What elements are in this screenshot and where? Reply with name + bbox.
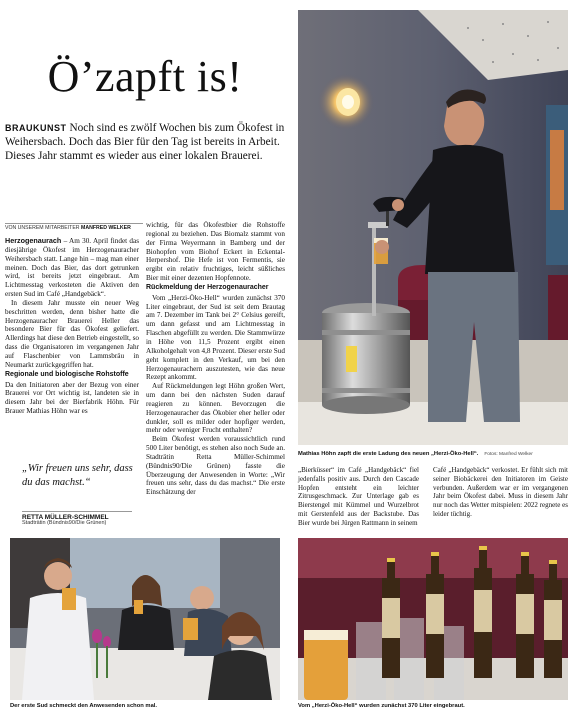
subheading-rueckmeldung: Rückmeldung der Herzogenauracher	[146, 283, 269, 291]
photo-bottles	[298, 538, 568, 700]
column-2	[146, 221, 285, 497]
col2-p3: Auf Rückmeldungen legt Höhn großen Wert, um dann bei den nächsten Suden darauf reagieren zu können. Bevorzugen die Herzogenauracher das Ökobier eher heller oder dunkler, soll es milder oder hopfiger werden, mehr oder weniger Frucht enthalten?	[146, 382, 285, 435]
headline: Ö’zapft is!	[47, 52, 243, 101]
col3-p1: Beim Ökofest werden voraussichtlich rund 500 Liter benötigt, es stehen also noch Sude an. Stadträtin Retta Müller-Schimmel (Bündnis90/Die Grünen) fasste die Überzeugung der Anwesenden in Worte: „Wir freuen uns sehr, dass du das machst.“ Die erste Einschätzung der	[146, 435, 285, 497]
photo-group-svg	[10, 538, 280, 700]
column-1	[5, 237, 139, 416]
column-4: „Bierküsser“ im Café „Handgebäck“ fiel jedenfalls positiv aus. Durch den Cascade Hopfen entsteht ein leichter Zitrusgeschmack. Zur Unterlage gab es Bierstengel mit Kümmel und Wurzelbrot mit Gerstenfeld aus der Backstube. Das Bier wurde bei Jürgen Rattmann in seinem	[298, 466, 419, 527]
photo-brewer-svg	[298, 10, 568, 445]
col2-p2: Vom „Herzi-Öko-Hell“ wurden zunächst 370 Liter eingebraut, der Sud ist seit dem Brautag am 7. Dezember im Tank bei 2° Celsius gereift, um dann gefasst und am Lichtmesstag in Flaschen abgefüllt zu werden. Die Stammwürze in Höhe von 11,5 Prozent ergibt einen Alkoholgehalt von 4,8 Prozent. Dieser erste Sud geht komplett in den Verkauf, um bei den Herzogenaurachern auszutesten, wie das neue Rezept ankommt.	[146, 293, 285, 382]
caption-photo-3: Vom „Herzi-Öko-Hell“ wurden zunächst 370 Liter eingebraut.	[298, 703, 465, 709]
byline-name: MANFRED WELKER	[81, 225, 131, 231]
col1-p1: – Am 30. April findet das diesjährige Ökofest im Herzogenauracher Weihersbach statt. Lange hin – mag man einer meinen. Doch das Bier, das dort getrunken wird, ist bereits jetzt eingebraut. Am Lichtmesstag verkosteten die Aktiven den ersten Sud im Café „Handgebäck“.	[5, 237, 139, 299]
byline-prefix: VON UNSEREM MITARBEITER	[5, 225, 80, 231]
kicker: BRAUKUNST	[5, 123, 67, 133]
column-5: Café „Handgebäck“ verkostet. Er fühlt sich mit seiner Biobäckerei den Initiatoren im Geiste verbunden. Außerdem war er im vergangenen Jahr beim Ökofest dabei. Muss in diesem Jahr nur noch das Wetter mitspielen: 2022 regnete es leider tüchtig.	[433, 466, 568, 518]
photo-group-tasting	[10, 538, 280, 700]
col1-p3: Da den Initiatoren aber der Bezug von einer Brauerei vor Ort wichtig ist, landeten sie in diesem Jahr bei der Bierfabrik Höhn. Für Brauer Mathias Höhn war es	[5, 380, 139, 416]
caption-photo-2: Der erste Sud schmeckt den Anwesenden schon mal.	[10, 703, 158, 709]
col1-p2: In diesem Jahr musste ein neuer Weg beschritten werden, denn bisher hatte die Herzogenauracher Brauerei Heller das besondere Bier für das Ökofest geliefert. Allerdings hat diese den Betrieb eingestellt, so dass die Organisatoren im vergangenen Jahr auf Flaschenbier von Lammsbräu in Neumarkt zurückgegriffen hat.	[5, 298, 139, 369]
pull-quote: „Wir freuen uns sehr, dass du das machst.“	[22, 463, 133, 488]
caption-photo-1	[298, 451, 568, 457]
photo-bottles-svg	[298, 538, 568, 700]
quote-name: RETTA MÜLLER-SCHIMMEL	[22, 511, 132, 521]
intro-text: Noch sind es zwölf Wochen bis zum Ökofest in Weihersbach. Doch das Bier für den Tag ist bereits in Arbeit. Dieses Jahr stammt es wieder aus einer lokalen Brauerei.	[5, 122, 285, 162]
quote-role: Stadträtin (Bündnis90/Die Grünen)	[22, 520, 107, 526]
photo-credit: Fotos: Manfred Welker	[484, 452, 533, 457]
photo-brewer-tapping	[298, 10, 568, 445]
caption-1-text: Mathias Höhn zapft die erste Ladung des neuen „Herzi-Öko-Hell“.	[298, 451, 479, 457]
col2-p1: wichtig, für das Ökofestbier die Rohstoffe regional zu beziehen. Das Biomalz stammt von der Firma Weyermann in Bamberg und der Biohopfen vom Biohof Eckert in Eckental-Herpershof. Die Hefe ist von Fermentis, sie ergibt ein relativ fruchtiges, leicht süßliches Bier mit einer dezenten Hopfennote.	[146, 221, 285, 283]
dateline: Herzogenaurach	[5, 236, 62, 245]
subheading-rohstoffe: Regionale und biologische Rohstoffe	[5, 370, 129, 378]
byline	[5, 223, 143, 231]
intro	[5, 121, 289, 163]
